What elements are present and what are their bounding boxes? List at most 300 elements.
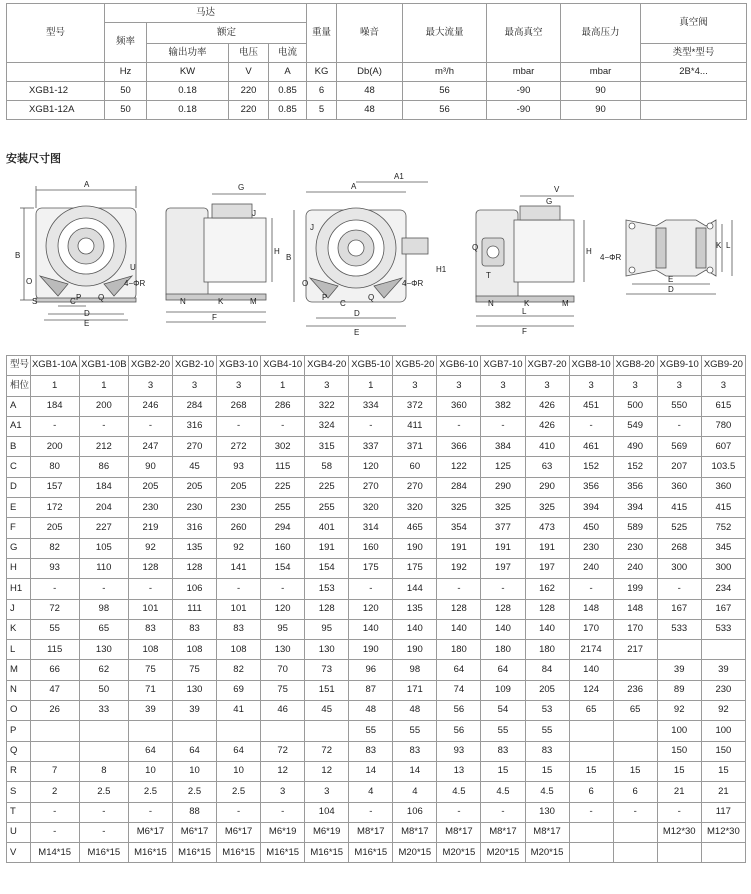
dimension-value: - (481, 802, 525, 822)
dimension-value: 184 (30, 396, 79, 416)
dimension-value: 39 (657, 660, 701, 680)
dimension-value: 190 (349, 640, 393, 660)
dimension-value: 154 (305, 558, 349, 578)
dimension-value: 55 (393, 721, 437, 741)
dimension-value: 302 (261, 437, 305, 457)
model-header-cell: XGB6-10 (437, 356, 481, 376)
dimension-table (6, 355, 746, 863)
dimension-value: 320 (349, 498, 393, 518)
dimension-value: 325 (525, 498, 569, 518)
dimension-value: - (569, 579, 613, 599)
label-E: E (84, 319, 90, 328)
label-J: J (310, 223, 314, 232)
dimension-row (7, 822, 746, 842)
spec-row (7, 82, 747, 101)
unit-cell: mbar (561, 63, 641, 82)
dimension-value: M6*19 (261, 822, 305, 842)
dimension-value: 66 (30, 660, 79, 680)
dimension-value: 184 (79, 477, 128, 497)
dimension-value: 225 (261, 477, 305, 497)
dimension-value: - (261, 416, 305, 436)
label-C: C (70, 297, 76, 306)
dimension-value: 128 (437, 599, 481, 619)
dimension-value: 337 (349, 437, 393, 457)
spec-cell: 0.18 (147, 82, 229, 101)
dimension-value: 115 (261, 457, 305, 477)
dimension-value: 190 (393, 640, 437, 660)
dimension-value: 82 (217, 660, 261, 680)
dimension-value: 70 (261, 660, 305, 680)
label-N: N (488, 299, 494, 308)
dimension-label: R (7, 761, 31, 781)
label-C: C (340, 299, 346, 308)
label-F: F (522, 327, 527, 336)
dimension-value: 140 (569, 660, 613, 680)
dimension-value: 325 (481, 498, 525, 518)
dimension-value: 55 (481, 721, 525, 741)
dimension-value: 465 (393, 518, 437, 538)
dimension-value: 426 (525, 396, 569, 416)
dimension-value: 167 (657, 599, 701, 619)
dimension-value: 415 (657, 498, 701, 518)
header-model: 型号 (7, 356, 31, 376)
dimension-value: M8*17 (437, 822, 481, 842)
unit-cell: m³/h (403, 63, 487, 82)
dimension-value: 150 (701, 741, 745, 761)
header-vacuum-valve: 真空阀 (641, 4, 747, 44)
dimension-row (7, 376, 746, 396)
dimension-value: 314 (349, 518, 393, 538)
dimension-value (657, 640, 701, 660)
dimension-value: 12 (305, 761, 349, 781)
dimension-value: 111 (173, 599, 217, 619)
dimension-value: 150 (657, 741, 701, 761)
installation-drawings (6, 168, 746, 354)
dimension-value: 103.5 (701, 457, 745, 477)
dimension-value: - (128, 416, 172, 436)
dimension-value: 180 (525, 640, 569, 660)
dimension-label: O (7, 701, 31, 721)
header-max-flow: 最大流量 (403, 4, 487, 63)
dimension-value: - (657, 416, 701, 436)
label-Q: Q (98, 293, 105, 302)
model-header-cell: XGB5-10 (349, 356, 393, 376)
dimension-value: 268 (217, 396, 261, 416)
dimension-value (217, 721, 261, 741)
label-A: A (351, 182, 357, 191)
dimension-value: 3 (437, 376, 481, 396)
dimension-value: 240 (569, 558, 613, 578)
dimension-value: 73 (305, 660, 349, 680)
dimension-value: 3 (173, 376, 217, 396)
dimension-value: 316 (173, 518, 217, 538)
model-cell: XGB1-12A (7, 101, 105, 120)
dimension-value: 316 (173, 416, 217, 436)
dimension-value: 117 (701, 802, 745, 822)
dimension-value: - (217, 416, 261, 436)
dimension-value: - (481, 579, 525, 599)
dimension-value: 39 (173, 701, 217, 721)
dimension-value: 152 (569, 457, 613, 477)
spec-cell: 56 (403, 82, 487, 101)
dimension-value: M14*15 (30, 843, 79, 863)
dimension-value: 199 (613, 579, 657, 599)
dimension-value: 75 (128, 660, 172, 680)
dimension-label: 相位 (7, 376, 31, 396)
label-A1: A1 (394, 172, 404, 181)
dimension-label: H1 (7, 579, 31, 599)
dimension-value (305, 721, 349, 741)
dimension-value: 191 (481, 538, 525, 558)
dimension-value: 157 (30, 477, 79, 497)
dimension-value: 322 (305, 396, 349, 416)
dimension-value: 58 (305, 457, 349, 477)
dimension-value: 3 (305, 782, 349, 802)
model-header-cell: XGB2-20 (128, 356, 172, 376)
label-G: G (546, 197, 553, 206)
label-F: F (212, 313, 217, 322)
spec-cell: 0.18 (147, 101, 229, 120)
dimension-value: - (437, 802, 481, 822)
dimension-value: 171 (393, 680, 437, 700)
header-max-pressure: 最高压力 (561, 4, 641, 63)
label-K: K (524, 299, 530, 308)
dimension-value: 451 (569, 396, 613, 416)
dimension-value: 55 (30, 619, 79, 639)
dimension-value: 148 (569, 599, 613, 619)
dimension-value: 45 (173, 457, 217, 477)
base-plate-drawing (626, 220, 732, 294)
header-weight: 重量 (307, 4, 337, 63)
dimension-value: 219 (128, 518, 172, 538)
unit-cell: Hz (105, 63, 147, 82)
dimension-value: 130 (525, 802, 569, 822)
dimension-value: 180 (437, 640, 481, 660)
dimension-value: - (349, 579, 393, 599)
dimension-value: 65 (79, 619, 128, 639)
dimension-value: 394 (613, 498, 657, 518)
dimension-value: 148 (613, 599, 657, 619)
dimension-value: 533 (657, 619, 701, 639)
dimension-value: 39 (701, 660, 745, 680)
dimension-value: M16*15 (128, 843, 172, 863)
dimension-value: 290 (525, 477, 569, 497)
dimension-value: 315 (305, 437, 349, 457)
unit-cell: KG (307, 63, 337, 82)
dimension-value: 130 (79, 640, 128, 660)
dimension-value: 128 (525, 599, 569, 619)
dimension-value: 3 (393, 376, 437, 396)
dimension-value: 3 (613, 376, 657, 396)
dimension-value: 15 (657, 761, 701, 781)
dimension-value: 490 (613, 437, 657, 457)
dimension-value: M6*17 (217, 822, 261, 842)
dimension-value (569, 741, 613, 761)
dimension-value: 167 (701, 599, 745, 619)
label-4R: 4−ΦR (600, 253, 622, 262)
dimension-label: A1 (7, 416, 31, 436)
dimension-value: - (30, 579, 79, 599)
dimension-value: - (657, 802, 701, 822)
dimension-row (7, 701, 746, 721)
dimension-value: 410 (525, 437, 569, 457)
dimension-value (657, 843, 701, 863)
dimension-value: 84 (525, 660, 569, 680)
model-header-cell: XGB8-20 (613, 356, 657, 376)
dimension-value: 48 (393, 701, 437, 721)
dimension-value: 415 (701, 498, 745, 518)
dimension-value: 128 (481, 599, 525, 619)
dimension-value: 207 (657, 457, 701, 477)
model-header-cell: XGB7-10 (481, 356, 525, 376)
dimension-value: 108 (217, 640, 261, 660)
dimension-row (7, 843, 746, 863)
dimension-value: 120 (349, 599, 393, 619)
dimension-value: 200 (79, 396, 128, 416)
dimension-value: 55 (349, 721, 393, 741)
dimension-value: 41 (217, 701, 261, 721)
dimension-value: 300 (701, 558, 745, 578)
spec-cell: 48 (337, 82, 403, 101)
dimension-value: 72 (30, 599, 79, 619)
dimension-label: G (7, 538, 31, 558)
header-noise: 噪音 (337, 4, 403, 63)
dimension-value: 2174 (569, 640, 613, 660)
dimension-value: 21 (701, 782, 745, 802)
dimension-value: - (569, 802, 613, 822)
dimension-value: 334 (349, 396, 393, 416)
dimension-value: 46 (261, 701, 305, 721)
dimension-value: 10 (173, 761, 217, 781)
dimension-row (7, 680, 746, 700)
dimension-value: 230 (217, 498, 261, 518)
dimension-value: 525 (657, 518, 701, 538)
model-header-cell: XGB2-10 (173, 356, 217, 376)
dimension-value: 71 (128, 680, 172, 700)
dimension-value: 4 (349, 782, 393, 802)
dimension-value: 14 (393, 761, 437, 781)
dimension-value: 500 (613, 396, 657, 416)
dimension-row (7, 416, 746, 436)
dimension-value: 72 (261, 741, 305, 761)
dimension-value: 205 (173, 477, 217, 497)
spec-cell: -90 (487, 101, 561, 120)
dimension-value: 225 (305, 477, 349, 497)
dimension-value: 124 (569, 680, 613, 700)
dimension-value: - (657, 579, 701, 599)
dimension-value: 63 (525, 457, 569, 477)
dimension-value: 205 (217, 477, 261, 497)
spec-cell: 0.85 (269, 101, 307, 120)
dimension-value: 180 (481, 640, 525, 660)
label-A: A (84, 180, 90, 189)
section-title: 安装尺寸图 (6, 153, 61, 165)
model-header-cell: XGB3-10 (217, 356, 261, 376)
dimension-value: 170 (613, 619, 657, 639)
dimension-value (613, 660, 657, 680)
dimension-value: 140 (437, 619, 481, 639)
dimension-value: 360 (437, 396, 481, 416)
model-header-cell: XGB9-20 (701, 356, 745, 376)
dimension-value: 152 (613, 457, 657, 477)
dimension-value: 64 (217, 741, 261, 761)
label-P: P (322, 293, 328, 302)
dimension-value: 205 (30, 518, 79, 538)
spec-cell (641, 82, 747, 101)
dimension-row (7, 802, 746, 822)
model-header-row (7, 356, 746, 376)
dimension-value (79, 741, 128, 761)
dimension-value: 240 (613, 558, 657, 578)
dimension-value: 212 (79, 437, 128, 457)
dimension-value: 217 (613, 640, 657, 660)
dimension-value: M6*17 (128, 822, 172, 842)
dimension-row (7, 579, 746, 599)
dimension-value: 170 (569, 619, 613, 639)
dimension-value: 533 (701, 619, 745, 639)
dimension-value: 93 (217, 457, 261, 477)
dimension-value: 236 (613, 680, 657, 700)
dimension-value: 125 (481, 457, 525, 477)
dimension-value: 394 (569, 498, 613, 518)
header-valve-type: 类型*型号 (641, 44, 747, 63)
dimension-label: P (7, 721, 31, 741)
dimension-value: 191 (437, 538, 481, 558)
dimension-value: 64 (128, 741, 172, 761)
dimension-value: 120 (261, 599, 305, 619)
dimension-value: 90 (128, 457, 172, 477)
dimension-row (7, 538, 746, 558)
unit-cell: 2B*4... (641, 63, 747, 82)
label-M: M (250, 297, 257, 306)
spec-cell: 56 (403, 101, 487, 120)
dimension-value: 162 (525, 579, 569, 599)
dimension-value: 60 (393, 457, 437, 477)
dimension-value: 64 (437, 660, 481, 680)
dimension-value (79, 721, 128, 741)
dimension-value: 92 (657, 701, 701, 721)
label-D: D (668, 285, 674, 294)
dimension-row (7, 660, 746, 680)
dimension-value: 260 (217, 518, 261, 538)
dimension-value: 151 (305, 680, 349, 700)
dimension-value: 2.5 (128, 782, 172, 802)
dimension-value: 89 (657, 680, 701, 700)
dimension-value (30, 721, 79, 741)
spec-body (7, 82, 747, 120)
dimension-value: 3 (481, 376, 525, 396)
label-S: S (32, 297, 38, 306)
label-V: V (554, 185, 560, 194)
header-output-power: 输出功率 (147, 44, 229, 63)
dimension-value: 74 (437, 680, 481, 700)
dimension-value: 192 (437, 558, 481, 578)
dimension-label: F (7, 518, 31, 538)
dimension-value: 255 (261, 498, 305, 518)
dimension-value: 4.5 (481, 782, 525, 802)
dimension-row (7, 619, 746, 639)
dimension-value: 290 (481, 477, 525, 497)
dimension-label: Q (7, 741, 31, 761)
dimension-value: - (613, 802, 657, 822)
dimension-value: 56 (437, 701, 481, 721)
dimension-value: 109 (481, 680, 525, 700)
dimension-value: - (437, 579, 481, 599)
dimension-value: 15 (481, 761, 525, 781)
dimension-value: 93 (437, 741, 481, 761)
dimension-value: 92 (701, 701, 745, 721)
dimension-value: 135 (393, 599, 437, 619)
model-cell: XGB1-12 (7, 82, 105, 101)
dimension-value (613, 843, 657, 863)
dimension-value: 82 (30, 538, 79, 558)
dimension-value: 197 (481, 558, 525, 578)
dimension-label: V (7, 843, 31, 863)
dimension-value: 366 (437, 437, 481, 457)
dimension-value: 569 (657, 437, 701, 457)
spec-cell: 50 (105, 101, 147, 120)
model-header-cell: XGB1-10A (30, 356, 79, 376)
dimension-value: 65 (613, 701, 657, 721)
dimension-label: D (7, 477, 31, 497)
dimension-value (30, 741, 79, 761)
dimension-value: 550 (657, 396, 701, 416)
label-H: H (586, 247, 592, 256)
dimension-value: 3 (261, 782, 305, 802)
dimension-value: 3 (217, 376, 261, 396)
dimension-label: M (7, 660, 31, 680)
dimension-value: 190 (393, 538, 437, 558)
dimension-value: 69 (217, 680, 261, 700)
dimension-value: 56 (437, 721, 481, 741)
dimension-value: 120 (349, 457, 393, 477)
dimension-value: 300 (657, 558, 701, 578)
header-max-vacuum: 最高真空 (487, 4, 561, 63)
dimension-value: 75 (173, 660, 217, 680)
dimension-value (701, 843, 745, 863)
dimension-row (7, 477, 746, 497)
header-frequency: 频率 (105, 23, 147, 63)
dimension-value: 54 (481, 701, 525, 721)
dimension-row (7, 518, 746, 538)
dimension-value: 128 (173, 558, 217, 578)
dimension-value: 356 (569, 477, 613, 497)
dimension-value: 255 (305, 498, 349, 518)
label-D: D (354, 309, 360, 318)
dimension-value: 284 (437, 477, 481, 497)
dimension-value: 473 (525, 518, 569, 538)
dimension-value: 205 (525, 680, 569, 700)
dimension-value: 14 (349, 761, 393, 781)
dimension-value: 607 (701, 437, 745, 457)
dimension-value: - (569, 416, 613, 436)
dimension-value: 752 (701, 518, 745, 538)
dimension-value (701, 640, 745, 660)
dimension-value: 83 (393, 741, 437, 761)
dimension-value: 780 (701, 416, 745, 436)
spec-cell: 220 (229, 82, 269, 101)
dimension-value: 83 (481, 741, 525, 761)
label-4R: 4−ΦR (402, 279, 424, 288)
dimension-value: 101 (217, 599, 261, 619)
dimension-value: 270 (349, 477, 393, 497)
dimension-value: 230 (173, 498, 217, 518)
spec-cell: 90 (561, 101, 641, 120)
dimension-value: M8*17 (393, 822, 437, 842)
dimension-value: 130 (173, 680, 217, 700)
dimension-value: - (79, 822, 128, 842)
dimension-value: 377 (481, 518, 525, 538)
